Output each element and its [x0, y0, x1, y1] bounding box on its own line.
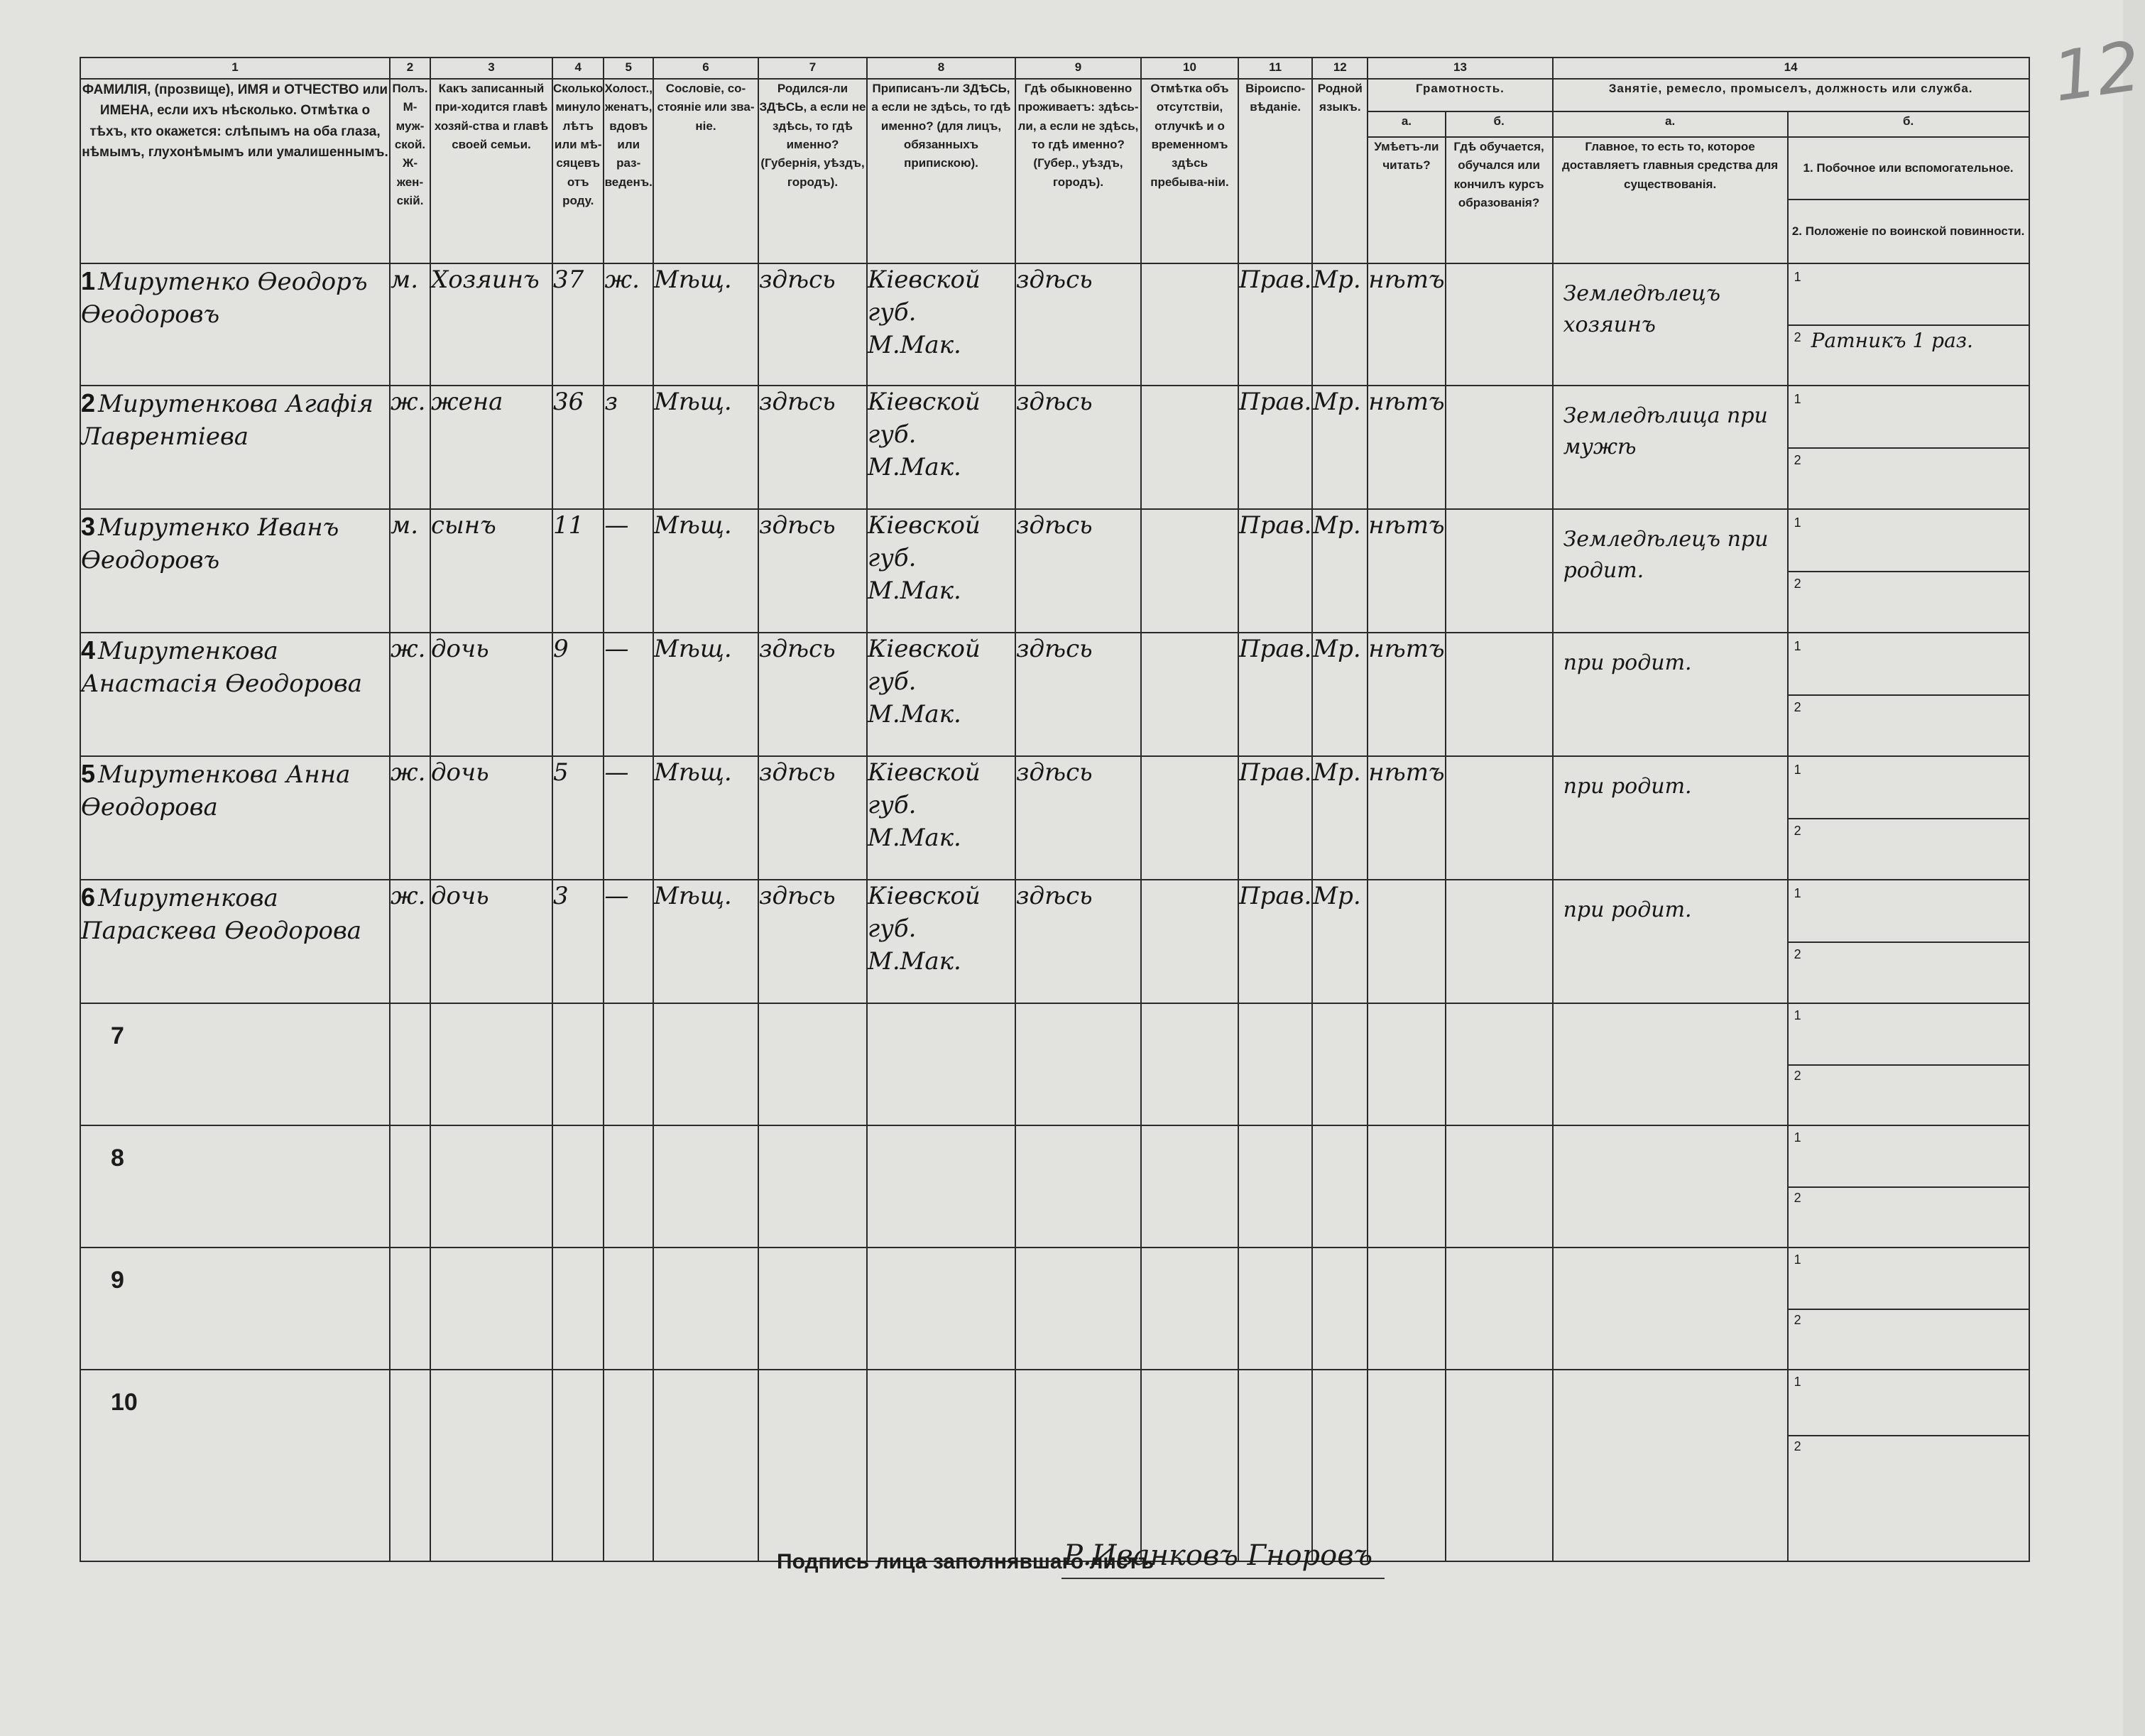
- religion-cell: Прав.: [1238, 386, 1312, 509]
- header-main-occupation: Главное, то есть то, которое доставляетъ главныя средства для существованія.: [1553, 137, 1788, 263]
- registered-cell: Кіевской губ. М.Мак.: [867, 633, 1015, 756]
- absence-cell: [1141, 756, 1238, 880]
- col-number-7: 7: [758, 58, 867, 79]
- marital-cell: —: [604, 509, 653, 633]
- header-estate: Сословіе, со-стояніе или зва-ніе.: [653, 79, 758, 263]
- side-occupation-mark: 1: [1794, 763, 1801, 777]
- religion-cell: Прав.: [1238, 756, 1312, 880]
- birthplace-cell: здѣсь: [758, 509, 867, 633]
- empty-row: [80, 1125, 2029, 1248]
- side-occupation-cell: [1788, 509, 2029, 633]
- registered-cell: Кіевской губ. М.Мак.: [867, 386, 1015, 509]
- col-number-5: 5: [604, 58, 653, 79]
- sex-cell: ж.: [390, 633, 430, 756]
- registered-cell: Кіевской губ. М.Мак.: [867, 756, 1015, 880]
- residence-cell: здѣсь: [1015, 386, 1141, 509]
- military-mark: 2: [1794, 947, 1801, 961]
- signature-label: Подпись лица заполнявшаго листъ: [777, 1550, 1155, 1573]
- side-occupation-mark: 1: [1794, 392, 1801, 406]
- row-number: 10: [111, 1389, 138, 1416]
- main-occupation-cell: [1553, 633, 1788, 756]
- estate-cell: Мѣщ.: [653, 756, 758, 880]
- age-cell: 5: [552, 756, 604, 880]
- name-cell: [80, 386, 390, 509]
- religion-cell: Прав.: [1238, 633, 1312, 756]
- military-mark: 2: [1794, 453, 1801, 467]
- side-occupation-cell: [1788, 1125, 2029, 1248]
- header-language: Родной языкъ.: [1312, 79, 1368, 263]
- name-cell: [80, 509, 390, 633]
- empty-row: [80, 1003, 2029, 1125]
- header-literacy: Грамотность.: [1368, 79, 1552, 111]
- language-cell: Мр.: [1312, 633, 1368, 756]
- person-name: Мирутенкова Анастасія Ѳеодорова: [81, 637, 362, 698]
- header-occupation-a-label: а.: [1553, 111, 1788, 137]
- relation-cell: дочь: [430, 633, 552, 756]
- main-occupation-cell: [1553, 756, 1788, 880]
- header-relation: Какъ записанный при-ходится главѣ хозяй-ства и главѣ своей семьи.: [430, 79, 552, 263]
- empty-row: [80, 1248, 2029, 1370]
- col-number-3: 3: [430, 58, 552, 79]
- header-education: Гдѣ обучается, обучался или кончилъ курсъ образованія?: [1446, 137, 1553, 263]
- religion-cell: Прав.: [1238, 263, 1312, 386]
- side-occupation-mark: 1: [1794, 515, 1801, 530]
- religion-cell: Прав.: [1238, 509, 1312, 633]
- header-birthplace: Родился-ли ЗДѢСЬ, а если не здѣсь, то гдѣ именно? (Губернія, уѣздъ, городъ).: [758, 79, 867, 263]
- row-number: 6: [81, 883, 96, 912]
- marital-cell: —: [604, 880, 653, 1003]
- age-cell: 9: [552, 633, 604, 756]
- military-mark: 2: [1794, 1191, 1801, 1205]
- header-registered: Приписанъ-ли ЗДѢСЬ, а если не здѣсь, то гдѣ именно? (для лицъ, обязанныхъ припискою).: [867, 79, 1015, 263]
- person-name: Мирутенкова Агафія Лаврентіева: [81, 390, 373, 451]
- literacy-cell: нѣтъ: [1368, 509, 1445, 633]
- name-cell: [80, 1370, 390, 1561]
- absence-cell: [1141, 880, 1238, 1003]
- residence-cell: здѣсь: [1015, 756, 1141, 880]
- col-number-9: 9: [1015, 58, 1141, 79]
- education-cell: [1446, 880, 1553, 1003]
- table-row: [80, 756, 2029, 880]
- name-cell: [80, 880, 390, 1003]
- military-mark: 2: [1794, 577, 1801, 591]
- header-occupation-b-label: б.: [1788, 111, 2029, 137]
- table-row: [80, 386, 2029, 509]
- estate-cell: Мѣщ.: [653, 263, 758, 386]
- census-table: [80, 57, 2030, 1562]
- age-cell: 36: [552, 386, 604, 509]
- table-row: [80, 509, 2029, 633]
- education-cell: [1446, 633, 1553, 756]
- language-cell: Мр.: [1312, 509, 1368, 633]
- side-occupation-mark: 1: [1794, 1008, 1801, 1022]
- absence-cell: [1141, 386, 1238, 509]
- col-number-8: 8: [867, 58, 1015, 79]
- relation-cell: дочь: [430, 756, 552, 880]
- relation-cell: жена: [430, 386, 552, 509]
- name-cell: [80, 263, 390, 386]
- header-sex: Полъ. М-муж-ской. Ж-жен-скій.: [390, 79, 430, 263]
- header-marital: Холост., женатъ, вдовъ или раз-веденъ.: [604, 79, 653, 263]
- side-occupation-cell: [1788, 263, 2029, 386]
- language-cell: Мр.: [1312, 880, 1368, 1003]
- residence-cell: здѣсь: [1015, 880, 1141, 1003]
- residence-cell: здѣсь: [1015, 633, 1141, 756]
- col-number-2: 2: [390, 58, 430, 79]
- relation-cell: Хозяинъ: [430, 263, 552, 386]
- estate-cell: Мѣщ.: [653, 633, 758, 756]
- estate-cell: Мѣщ.: [653, 386, 758, 509]
- header-military-status: 2. Положеніе по воинской повинности.: [1791, 224, 2025, 238]
- religion-cell: Прав.: [1238, 880, 1312, 1003]
- col-number-10: 10: [1141, 58, 1238, 79]
- column-number-row: [80, 58, 2029, 79]
- row-number: 9: [111, 1267, 124, 1294]
- side-occupation-cell: [1788, 1003, 2029, 1125]
- header-side-occupation-1: 1. Побочное или вспомогательное.: [1789, 138, 2029, 200]
- birthplace-cell: здѣсь: [758, 263, 867, 386]
- registered-cell: Кіевской губ. М.Мак.: [867, 509, 1015, 633]
- language-cell: Мр.: [1312, 263, 1368, 386]
- side-occupation-cell: [1788, 756, 2029, 880]
- header-side-occupation: [1788, 137, 2029, 263]
- literacy-cell: нѣтъ: [1368, 633, 1445, 756]
- main-occupation-text: Земледѣлица при мужѣ: [1563, 403, 1768, 459]
- estate-cell: Мѣщ.: [653, 880, 758, 1003]
- education-cell: [1446, 263, 1553, 386]
- literacy-cell: нѣтъ: [1368, 386, 1445, 509]
- side-occupation-mark: 1: [1794, 1130, 1801, 1145]
- side-occupation-cell: [1788, 1370, 2029, 1561]
- col-number-13: 13: [1368, 58, 1552, 79]
- sex-cell: ж.: [390, 880, 430, 1003]
- main-occupation-cell: [1553, 509, 1788, 633]
- name-cell: [80, 1248, 390, 1370]
- name-cell: [80, 756, 390, 880]
- marital-cell: —: [604, 756, 653, 880]
- education-cell: [1446, 756, 1553, 880]
- birthplace-cell: здѣсь: [758, 633, 867, 756]
- military-mark: 2: [1794, 700, 1801, 714]
- col-number-11: 11: [1238, 58, 1312, 79]
- header-absence: Отмѣтка объ отсутствіи, отлучкѣ и о временномъ здѣсь пребыва-ніи.: [1141, 79, 1238, 263]
- main-occupation-text: при родит.: [1563, 774, 1692, 799]
- residence-cell: здѣсь: [1015, 263, 1141, 386]
- col-number-14: 14: [1553, 58, 2029, 79]
- row-number: 5: [81, 759, 96, 788]
- estate-cell: Мѣщ.: [653, 509, 758, 633]
- language-cell: Мр.: [1312, 386, 1368, 509]
- header-age: Сколько минуло лѣтъ или мѣ-сяцевъ отъ роду.: [552, 79, 604, 263]
- header-literacy-a-label: а.: [1368, 111, 1445, 137]
- empty-row: [80, 1370, 2029, 1561]
- age-cell: 3: [552, 880, 604, 1003]
- header-can-read: Умѣетъ-ли читать?: [1368, 137, 1445, 263]
- person-name: Мирутенкова Параскева Ѳеодорова: [81, 884, 362, 945]
- main-occupation-text: Земледѣлецъ хозяинъ: [1563, 281, 1721, 337]
- row-number: 4: [81, 635, 96, 665]
- language-cell: Мр.: [1312, 756, 1368, 880]
- sex-cell: м.: [390, 263, 430, 386]
- page-number: 12: [2048, 26, 2145, 117]
- side-occupation-cell: [1788, 880, 2029, 1003]
- header-literacy-b-label: б.: [1446, 111, 1553, 137]
- relation-cell: дочь: [430, 880, 552, 1003]
- header-occupation: Занятіе, ремесло, промыселъ, должность или служба.: [1553, 79, 2029, 111]
- military-mark: 2: [1794, 1069, 1801, 1083]
- table-row: [80, 263, 2029, 386]
- signature: Р.Иванковъ Гноровъ: [1064, 1539, 1373, 1572]
- military-status-text: Ратникъ 1 раз.: [1811, 329, 1973, 352]
- registered-cell: Кіевской губ. М.Мак.: [867, 880, 1015, 1003]
- main-occupation-cell: [1553, 386, 1788, 509]
- sex-cell: ж.: [390, 386, 430, 509]
- absence-cell: [1141, 509, 1238, 633]
- residence-cell: здѣсь: [1015, 509, 1141, 633]
- absence-cell: [1141, 263, 1238, 386]
- header-row-1: [80, 79, 2029, 111]
- name-cell: [80, 1003, 390, 1125]
- birthplace-cell: здѣсь: [758, 756, 867, 880]
- military-mark: 2: [1794, 1313, 1801, 1327]
- age-cell: 37: [552, 263, 604, 386]
- marital-cell: —: [604, 633, 653, 756]
- row-number: 1: [81, 266, 96, 295]
- marital-cell: з: [604, 386, 653, 509]
- birthplace-cell: здѣсь: [758, 386, 867, 509]
- literacy-cell: нѣтъ: [1368, 756, 1445, 880]
- education-cell: [1446, 386, 1553, 509]
- military-mark: 2: [1794, 1439, 1801, 1454]
- row-number: 3: [81, 512, 96, 541]
- side-occupation-cell: [1788, 633, 2029, 756]
- side-occupation-mark: 1: [1794, 886, 1801, 900]
- header-name: ФАМИЛІЯ, (прозвище), ИМЯ и ОТЧЕСТВО или ИМЕНА, если ихъ нѣсколько. Отмѣтка о тѣхъ, кто окажется: слѣпымъ на оба глаза, нѣмымъ, глухонѣмымъ или умалишеннымъ.: [80, 79, 390, 263]
- main-occupation-text: при родит.: [1563, 897, 1692, 922]
- main-occupation-text: при родит.: [1563, 650, 1692, 675]
- marital-cell: ж.: [604, 263, 653, 386]
- row-number: 8: [111, 1145, 124, 1172]
- side-occupation-mark: 1: [1794, 1252, 1801, 1267]
- side-occupation-mark: 1: [1794, 1375, 1801, 1389]
- side-occupation-mark: 1: [1794, 270, 1801, 284]
- main-occupation-text: Земледѣлецъ при родит.: [1563, 527, 1769, 583]
- absence-cell: [1141, 633, 1238, 756]
- table-row: [80, 633, 2029, 756]
- registered-cell: Кіевской губ. М.Мак.: [867, 263, 1015, 386]
- side-occupation-cell: [1788, 386, 2029, 509]
- person-name: Мирутенко Ѳеодоръ Ѳеодоровъ: [81, 268, 368, 329]
- col-number-6: 6: [653, 58, 758, 79]
- name-cell: [80, 633, 390, 756]
- main-occupation-cell: [1553, 880, 1788, 1003]
- header-religion: Віроиспо-вѣданіе.: [1238, 79, 1312, 263]
- row-number: 2: [81, 388, 96, 417]
- person-name: Мирутенко Иванъ Ѳеодоровъ: [81, 513, 339, 574]
- age-cell: 11: [552, 509, 604, 633]
- side-occupation-cell: [1788, 1248, 2029, 1370]
- name-cell: [80, 1125, 390, 1248]
- education-cell: [1446, 509, 1553, 633]
- military-mark: 2: [1794, 330, 1801, 344]
- main-occupation-cell: [1553, 263, 1788, 386]
- header-residence: Гдѣ обыкновенно проживаетъ: здѣсь-ли, а если не здѣсь, то гдѣ именно? (Губер., уѣздъ, городъ).: [1015, 79, 1141, 263]
- birthplace-cell: здѣсь: [758, 880, 867, 1003]
- military-mark: 2: [1794, 824, 1801, 838]
- sex-cell: ж.: [390, 756, 430, 880]
- person-name: Мирутенкова Анна Ѳеодорова: [81, 760, 351, 821]
- col-number-1: 1: [80, 58, 390, 79]
- col-number-12: 12: [1312, 58, 1368, 79]
- relation-cell: сынъ: [430, 509, 552, 633]
- row-number: 7: [111, 1022, 124, 1049]
- side-occupation-mark: 1: [1794, 639, 1801, 653]
- table-row: [80, 880, 2029, 1003]
- sex-cell: м.: [390, 509, 430, 633]
- literacy-cell: нѣтъ: [1368, 263, 1445, 386]
- signature-line: [1061, 1578, 1385, 1579]
- col-number-4: 4: [552, 58, 604, 79]
- literacy-cell: [1368, 880, 1445, 1003]
